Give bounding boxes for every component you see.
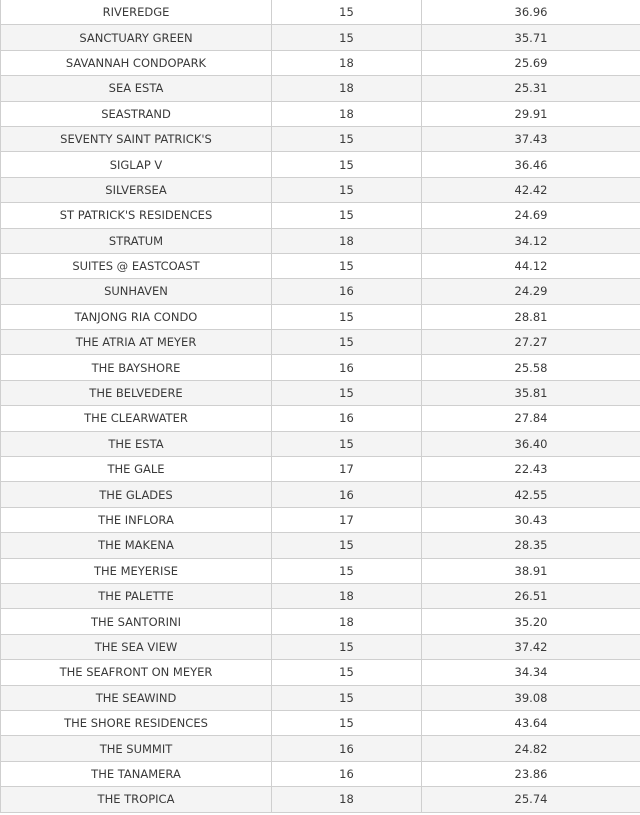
table-row xyxy=(1,380,640,405)
value2-cell: 35.20 xyxy=(422,609,640,634)
value1-cell: 15 xyxy=(272,431,422,456)
project-name-cell: TANJONG RIA CONDO xyxy=(1,304,272,329)
project-name-cell: THE SUMMIT xyxy=(1,736,272,761)
project-name-cell: THE GLADES xyxy=(1,482,272,507)
value1-cell: 15 xyxy=(272,253,422,278)
project-name-cell: SEA ESTA xyxy=(1,76,272,101)
project-name-cell: THE ESTA xyxy=(1,431,272,456)
value2-cell: 24.29 xyxy=(422,279,640,304)
value1-cell: 15 xyxy=(272,710,422,735)
value1-cell: 15 xyxy=(272,380,422,405)
table-body xyxy=(1,0,640,812)
value2-cell: 24.69 xyxy=(422,203,640,228)
value2-cell: 24.82 xyxy=(422,736,640,761)
table-row xyxy=(1,787,640,812)
project-name-cell: THE SHORE RESIDENCES xyxy=(1,710,272,735)
project-name-cell: THE SEA VIEW xyxy=(1,634,272,659)
table-row xyxy=(1,507,640,532)
value1-cell: 15 xyxy=(272,25,422,50)
project-name-cell: STRATUM xyxy=(1,228,272,253)
table-row xyxy=(1,50,640,75)
value2-cell: 36.40 xyxy=(422,431,640,456)
value2-cell: 25.69 xyxy=(422,50,640,75)
project-name-cell: RIVEREDGE xyxy=(1,0,272,25)
value2-cell: 26.51 xyxy=(422,583,640,608)
value2-cell: 37.43 xyxy=(422,126,640,151)
table-row xyxy=(1,609,640,634)
value1-cell: 16 xyxy=(272,406,422,431)
value1-cell: 17 xyxy=(272,457,422,482)
table-row xyxy=(1,761,640,786)
value1-cell: 17 xyxy=(272,507,422,532)
project-name-cell: ST PATRICK'S RESIDENCES xyxy=(1,203,272,228)
value2-cell: 34.12 xyxy=(422,228,640,253)
table-row xyxy=(1,203,640,228)
value1-cell: 18 xyxy=(272,101,422,126)
project-name-cell: THE MAKENA xyxy=(1,533,272,558)
table-row xyxy=(1,482,640,507)
value2-cell: 28.35 xyxy=(422,533,640,558)
table-row xyxy=(1,177,640,202)
value2-cell: 42.42 xyxy=(422,177,640,202)
value1-cell: 15 xyxy=(272,304,422,329)
project-name-cell: SILVERSEA xyxy=(1,177,272,202)
table-row xyxy=(1,279,640,304)
project-name-cell: THE SEAFRONT ON MEYER xyxy=(1,660,272,685)
project-name-cell: SIGLAP V xyxy=(1,152,272,177)
project-name-cell: THE SANTORINI xyxy=(1,609,272,634)
value2-cell: 25.58 xyxy=(422,355,640,380)
table-row xyxy=(1,558,640,583)
table-row xyxy=(1,253,640,278)
value1-cell: 18 xyxy=(272,583,422,608)
project-name-cell: THE BELVEDERE xyxy=(1,380,272,405)
value1-cell: 15 xyxy=(272,660,422,685)
project-name-cell: THE GALE xyxy=(1,457,272,482)
value1-cell: 18 xyxy=(272,228,422,253)
value1-cell: 16 xyxy=(272,279,422,304)
value2-cell: 36.46 xyxy=(422,152,640,177)
project-name-cell: THE INFLORA xyxy=(1,507,272,532)
value1-cell: 16 xyxy=(272,482,422,507)
project-name-cell: THE ATRIA AT MEYER xyxy=(1,330,272,355)
value1-cell: 15 xyxy=(272,634,422,659)
value1-cell: 15 xyxy=(272,558,422,583)
table-row xyxy=(1,330,640,355)
value2-cell: 42.55 xyxy=(422,482,640,507)
project-name-cell: SEVENTY SAINT PATRICK'S xyxy=(1,126,272,151)
table-row xyxy=(1,406,640,431)
value2-cell: 27.27 xyxy=(422,330,640,355)
value1-cell: 15 xyxy=(272,177,422,202)
table-row xyxy=(1,533,640,558)
table-row xyxy=(1,457,640,482)
value2-cell: 35.81 xyxy=(422,380,640,405)
project-name-cell: SANCTUARY GREEN xyxy=(1,25,272,50)
table-row xyxy=(1,431,640,456)
value1-cell: 15 xyxy=(272,0,422,25)
project-name-cell: SUNHAVEN xyxy=(1,279,272,304)
value1-cell: 18 xyxy=(272,609,422,634)
value2-cell: 25.74 xyxy=(422,787,640,812)
project-name-cell: THE MEYERISE xyxy=(1,558,272,583)
value1-cell: 15 xyxy=(272,152,422,177)
value1-cell: 16 xyxy=(272,355,422,380)
table-row xyxy=(1,304,640,329)
value1-cell: 15 xyxy=(272,126,422,151)
table-row xyxy=(1,152,640,177)
project-name-cell: SEASTRAND xyxy=(1,101,272,126)
value1-cell: 15 xyxy=(272,685,422,710)
value2-cell: 37.42 xyxy=(422,634,640,659)
table-row xyxy=(1,583,640,608)
value1-cell: 15 xyxy=(272,533,422,558)
table-row xyxy=(1,660,640,685)
value2-cell: 29.91 xyxy=(422,101,640,126)
value2-cell: 27.84 xyxy=(422,406,640,431)
value2-cell: 30.43 xyxy=(422,507,640,532)
project-name-cell: THE TANAMERA xyxy=(1,761,272,786)
project-name-cell: THE PALETTE xyxy=(1,583,272,608)
table-row xyxy=(1,0,640,25)
value1-cell: 15 xyxy=(272,203,422,228)
table-row xyxy=(1,685,640,710)
table-row xyxy=(1,228,640,253)
table-row xyxy=(1,25,640,50)
project-name-cell: THE SEAWIND xyxy=(1,685,272,710)
value1-cell: 18 xyxy=(272,76,422,101)
project-name-cell: SAVANNAH CONDOPARK xyxy=(1,50,272,75)
value1-cell: 16 xyxy=(272,736,422,761)
table-row xyxy=(1,634,640,659)
value1-cell: 18 xyxy=(272,50,422,75)
table-row xyxy=(1,101,640,126)
project-name-cell: THE TROPICA xyxy=(1,787,272,812)
table-row xyxy=(1,710,640,735)
value1-cell: 15 xyxy=(272,330,422,355)
value2-cell: 23.86 xyxy=(422,761,640,786)
value2-cell: 28.81 xyxy=(422,304,640,329)
table-row xyxy=(1,355,640,380)
value2-cell: 35.71 xyxy=(422,25,640,50)
value2-cell: 25.31 xyxy=(422,76,640,101)
value2-cell: 39.08 xyxy=(422,685,640,710)
value2-cell: 34.34 xyxy=(422,660,640,685)
value2-cell: 36.96 xyxy=(422,0,640,25)
project-name-cell: THE CLEARWATER xyxy=(1,406,272,431)
table-row xyxy=(1,76,640,101)
value1-cell: 18 xyxy=(272,787,422,812)
value2-cell: 22.43 xyxy=(422,457,640,482)
value1-cell: 16 xyxy=(272,761,422,786)
project-name-cell: THE BAYSHORE xyxy=(1,355,272,380)
table-row xyxy=(1,736,640,761)
value2-cell: 38.91 xyxy=(422,558,640,583)
value2-cell: 44.12 xyxy=(422,253,640,278)
table-row xyxy=(1,126,640,151)
project-name-cell: SUITES @ EASTCOAST xyxy=(1,253,272,278)
value2-cell: 43.64 xyxy=(422,710,640,735)
